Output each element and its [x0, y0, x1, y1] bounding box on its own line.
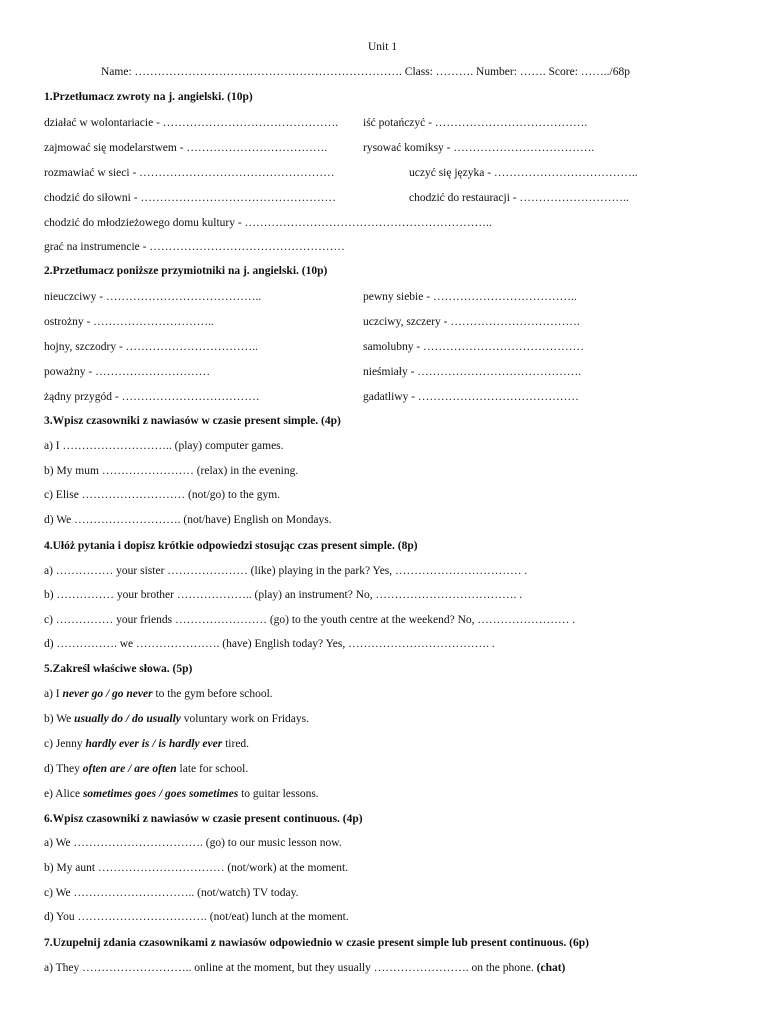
- s4-item: c) …………… your friends …………………… (go) to the youth centre at the weekend? No, …………………… .: [44, 614, 576, 626]
- s1-item: iść potańczyć - ………………………………….: [363, 117, 588, 129]
- s7-item: a) They ……………………….. online at the moment, but they usually ……………………. on the phone. (chat): [44, 962, 566, 974]
- s1-item: chodzić do restauracji - ………………………..: [409, 192, 629, 204]
- s5-item: d) They often are / are often late for school.: [44, 763, 249, 775]
- s2-item: pewny siebie - ………………………………..: [363, 291, 577, 303]
- section-7-title: 7.Uzupełnij zdania czasownikami z nawiasów odpowiednio w czasie present simple lub present continuous. (6p): [44, 937, 589, 949]
- s2-item: poważny - …………………………: [44, 366, 211, 378]
- s6-item: b) My aunt …………………………… (not/work) at the moment.: [44, 862, 349, 874]
- section-3-title: 3.Wpisz czasowniki z nawiasów w czasie present simple. (4p): [44, 415, 341, 427]
- s7-hint: (chat): [536, 962, 566, 974]
- s1-item: uczyć się języka - ………………………………..: [409, 167, 638, 179]
- s2-item: nieuczciwy - …………………………………..: [44, 291, 262, 303]
- s1-item: działać w wolontariacie - ……………………………………….: [44, 117, 339, 129]
- section-4-title: 4.Ułóż pytania i dopisz krótkie odpowiedzi stosując czas present simple. (8p): [44, 540, 418, 552]
- s3-item: d) We ………………………. (not/have) English on Mondays.: [44, 514, 332, 526]
- s2-item: gadatliwy - ……………………………………: [363, 391, 579, 403]
- s2-item: żądny przygód - ………………………………: [44, 391, 260, 403]
- s3-item: a) I ……………………….. (play) computer games.: [44, 440, 284, 452]
- s5-choice[interactable]: hardly ever is / is hardly ever: [85, 738, 223, 750]
- s1-item: zajmować się modelarstwem - ……………………………….: [44, 142, 328, 154]
- unit-title: Unit 1: [368, 41, 398, 53]
- s5-choice[interactable]: usually do / do usually: [74, 713, 181, 725]
- s2-item: nieśmiały - …………………………………….: [363, 366, 582, 378]
- s1-item: rozmawiać w sieci - ……………………………………………: [44, 167, 335, 179]
- section-6-title: 6.Wpisz czasowniki z nawiasów w czasie present continuous. (4p): [44, 813, 363, 825]
- s1-item: rysować komiksy - ……………………………….: [363, 142, 595, 154]
- s1-item: grać na instrumencie - ……………………………………………: [44, 241, 345, 253]
- s3-item: b) My mum …………………… (relax) in the evening.: [44, 465, 299, 477]
- s4-item: b) …………… your brother ……………….. (play) an instrument? No, ………………………………. .: [44, 589, 523, 601]
- s5-choice[interactable]: sometimes goes / goes sometimes: [82, 788, 239, 800]
- name-class-score-line: Name: ……………………………………………………………. Class: ………. Number: ……. Score: ……../68p: [101, 66, 630, 78]
- s5-item: c) Jenny hardly ever is / is hardly ever tired.: [44, 738, 250, 750]
- s5-item: b) We usually do / do usually voluntary work on Fridays.: [44, 713, 309, 725]
- s4-item: a) …………… your sister ………………… (like) playing in the park? Yes, …………………………… .: [44, 565, 528, 577]
- s5-choice[interactable]: often are / are often: [82, 763, 177, 775]
- s5-item: e) Alice sometimes goes / goes sometimes to guitar lessons.: [44, 788, 319, 800]
- s2-item: ostrożny - …………………………..: [44, 316, 214, 328]
- section-2-title: 2.Przetłumacz poniższe przymiotniki na j. angielski. (10p): [44, 265, 328, 277]
- s1-item: chodzić do siłowni - ……………………………………………: [44, 192, 336, 204]
- s6-item: d) You ……………………………. (not/eat) lunch at the moment.: [44, 911, 349, 923]
- section-5-title: 5.Zakreśl właściwe słowa. (5p): [44, 663, 193, 675]
- s5-item: a) I never go / go never to the gym before school.: [44, 688, 273, 700]
- s4-item: d) ……………. we …………………. (have) English today? Yes, ………………………………. .: [44, 638, 495, 650]
- section-1-title: 1.Przetłumacz zwroty na j. angielski. (10p): [44, 91, 253, 103]
- s2-item: hojny, szczodry - ……………………………..: [44, 341, 258, 353]
- s6-item: c) We ………………………….. (not/watch) TV today.: [44, 887, 299, 899]
- s6-item: a) We ……………………………. (go) to our music lesson now.: [44, 837, 342, 849]
- s2-item: uczciwy, szczery - …………………………….: [363, 316, 580, 328]
- s1-item: chodzić do młodzieżowego domu kultury - ………………………………………………………..: [44, 217, 492, 229]
- s3-item: c) Elise ……………………… (not/go) to the gym.: [44, 489, 281, 501]
- s5-choice[interactable]: never go / go never: [62, 688, 153, 700]
- s2-item: samolubny - ……………………………………: [363, 341, 585, 353]
